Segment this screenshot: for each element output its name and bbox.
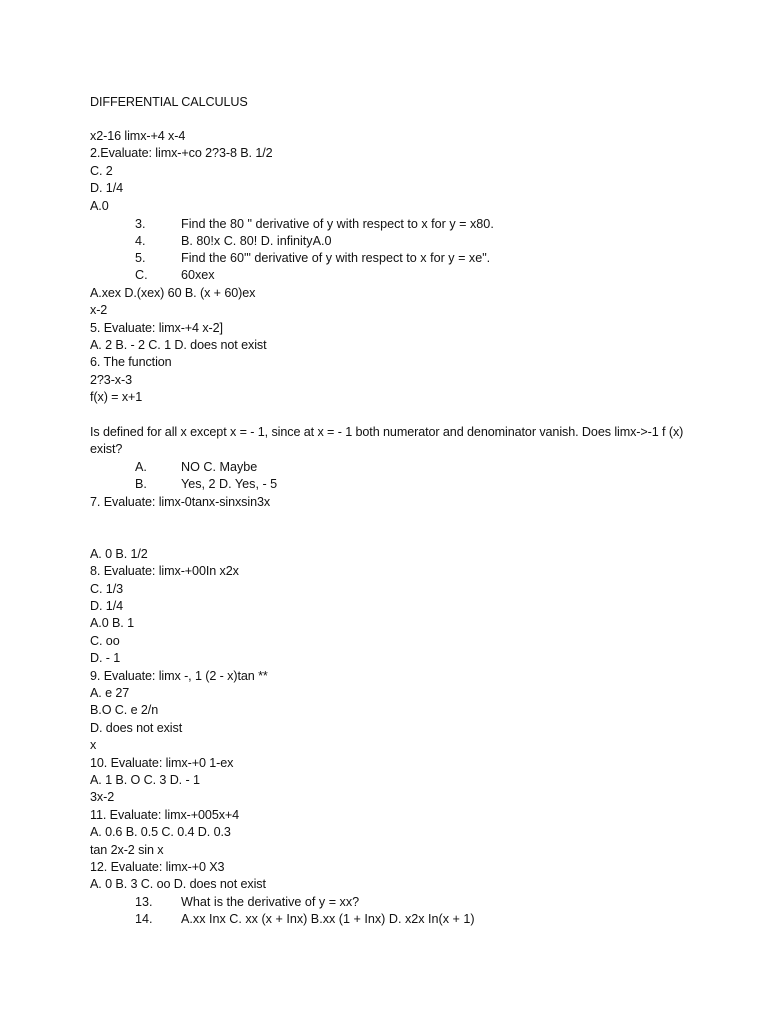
text-line: 5. Evaluate: limx-+4 x-2]	[90, 321, 223, 335]
item-number: A.	[135, 460, 147, 474]
item-text: Yes, 2 D. Yes, - 5	[181, 477, 278, 491]
item-text: 60xex	[181, 268, 215, 282]
text-line: 9. Evaluate: limx -, 1 (2 - x)tan **	[90, 669, 268, 683]
text-line: D. does not exist	[90, 721, 183, 735]
text-line: 3x-2	[90, 790, 115, 804]
text-line: A.xex D.(xex) 60 B. (x + 60)ex	[90, 286, 256, 300]
text-line: 11. Evaluate: limx-+005x+4	[90, 808, 240, 822]
text-line: 12. Evaluate: limx-+0 X3	[90, 860, 225, 874]
text-line: 7. Evaluate: limx-0tanx-sinxsin3x	[90, 495, 271, 509]
text-line: A. 0 B. 1/2	[90, 547, 148, 561]
item-number: 13.	[135, 895, 153, 909]
text-line: D. 1/4	[90, 181, 123, 195]
text-line: tan 2x-2 sin x	[90, 843, 164, 857]
item-number: 5.	[135, 251, 146, 265]
item-text: Find the 80 " derivative of y with respect to x for y = x80.	[181, 217, 494, 231]
item-text: NO C. Maybe	[181, 460, 258, 474]
text-line: A. 0 B. 3 C. oo D. does not exist	[90, 877, 266, 891]
item-number: 3.	[135, 217, 146, 231]
document-title: DIFFERENTIAL CALCULUS	[90, 95, 248, 109]
text-line: B.O C. e 2/n	[90, 703, 159, 717]
text-line: A. e 27	[90, 686, 130, 700]
item-text: Find the 60'" derivative of y with respect to x for y = xe".	[181, 251, 491, 265]
text-line: 2?3-x-3	[90, 373, 133, 387]
text-line: x	[90, 738, 97, 752]
text-line: 8. Evaluate: limx-+00In x2x	[90, 564, 239, 578]
item-number: C.	[135, 268, 148, 282]
item-number: 14.	[135, 912, 153, 926]
item-text: What is the derivative of y = xx?	[181, 895, 360, 909]
item-number: 4.	[135, 234, 146, 248]
item-text: B. 80!x C. 80! D. infinityA.0	[181, 234, 332, 248]
item-number: B.	[135, 477, 147, 491]
text-line: x-2	[90, 303, 108, 317]
text-line: A.0	[90, 199, 109, 213]
text-line: C. oo	[90, 634, 120, 648]
text-line: x2-16 limx-+4 x-4	[90, 129, 186, 143]
text-line: C. 1/3	[90, 582, 123, 596]
text-line: 6. The function	[90, 355, 172, 369]
text-line: D. - 1	[90, 651, 121, 665]
item-text: A.xx Inx C. xx (x + Inx) B.xx (1 + Inx) D. x2x In(x + 1)	[181, 912, 475, 926]
text-line: A.0 B. 1	[90, 616, 135, 630]
text-line: C. 2	[90, 164, 113, 178]
text-line: A. 1 B. O C. 3 D. - 1	[90, 773, 200, 787]
text-line: A. 0.6 B. 0.5 C. 0.4 D. 0.3	[90, 825, 231, 839]
text-line: 2.Evaluate: limx-+co 2?3-8 B. 1/2	[90, 146, 273, 160]
paragraph: Is defined for all x except x = - 1, since at x = - 1 both numerator and denominator vanish. Does limx->-1 f (x) exist?	[90, 425, 684, 456]
text-line: 10. Evaluate: limx-+0 1-ex	[90, 756, 234, 770]
text-line: D. 1/4	[90, 599, 123, 613]
text-line: A. 2 B. - 2 C. 1 D. does not exist	[90, 338, 267, 352]
text-line: f(x) = x+1	[90, 390, 143, 404]
